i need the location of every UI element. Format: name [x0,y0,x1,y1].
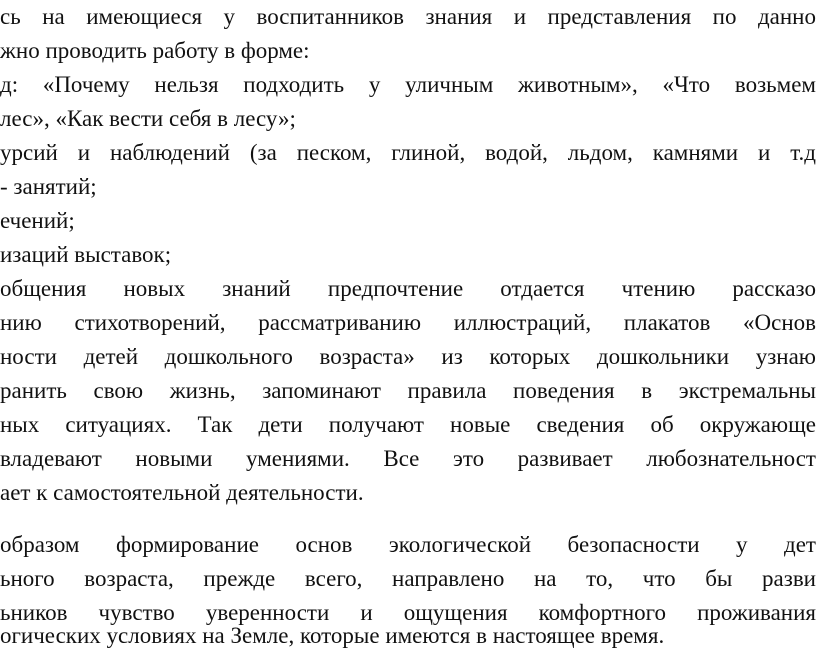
text-line-14: владевают новыми умениями. Все это развивает любознательност [0,446,816,471]
text-line-2: жно проводить работу в форме: [0,38,310,63]
text-line-10: нию стихотворений, рассматриванию иллюстраций, плакатов «Основ [0,310,816,335]
text-line-16: образом формирование основ экологической безопасности у дет [0,532,816,557]
text-line-18: ьников чувство уверенности и ощущения комфортного проживания [0,600,816,625]
text-line-9: общения новых знаний предпочтение отдается чтению рассказо [0,276,816,301]
text-line-17: ьного возраста, прежде всего, направлено на то, что бы разви [0,566,816,591]
text-line-15: ает к самостоятельной деятельности. [0,480,364,505]
text-line-19: огических условиях на Земле, которые имеются в настоящее время. [0,623,665,648]
text-line-4: лес», «Как вести себя в лесу»; [0,106,296,131]
text-line-13: ных ситуациях. Так дети получают новые сведения об окружающе [0,412,816,437]
text-line-1: сь на имеющиеся у воспитанников знания и представления по данно [0,4,816,29]
text-line-3: д: «Почему нельзя подходить у уличным животным», «Что возьмем [0,72,816,97]
text-line-12: ранить свою жизнь, запоминают правила поведения в экстремальны [0,378,816,403]
text-line-7: ечений; [0,208,75,233]
text-line-6: - занятий; [0,174,97,199]
text-line-11: ности детей дошкольного возраста» из которых дошкольники узнаю [0,344,816,369]
text-line-8: изаций выставок; [0,242,172,267]
text-line-5: урсий и наблюдений (за песком, глиной, водой, льдом, камнями и т.д [0,140,816,165]
